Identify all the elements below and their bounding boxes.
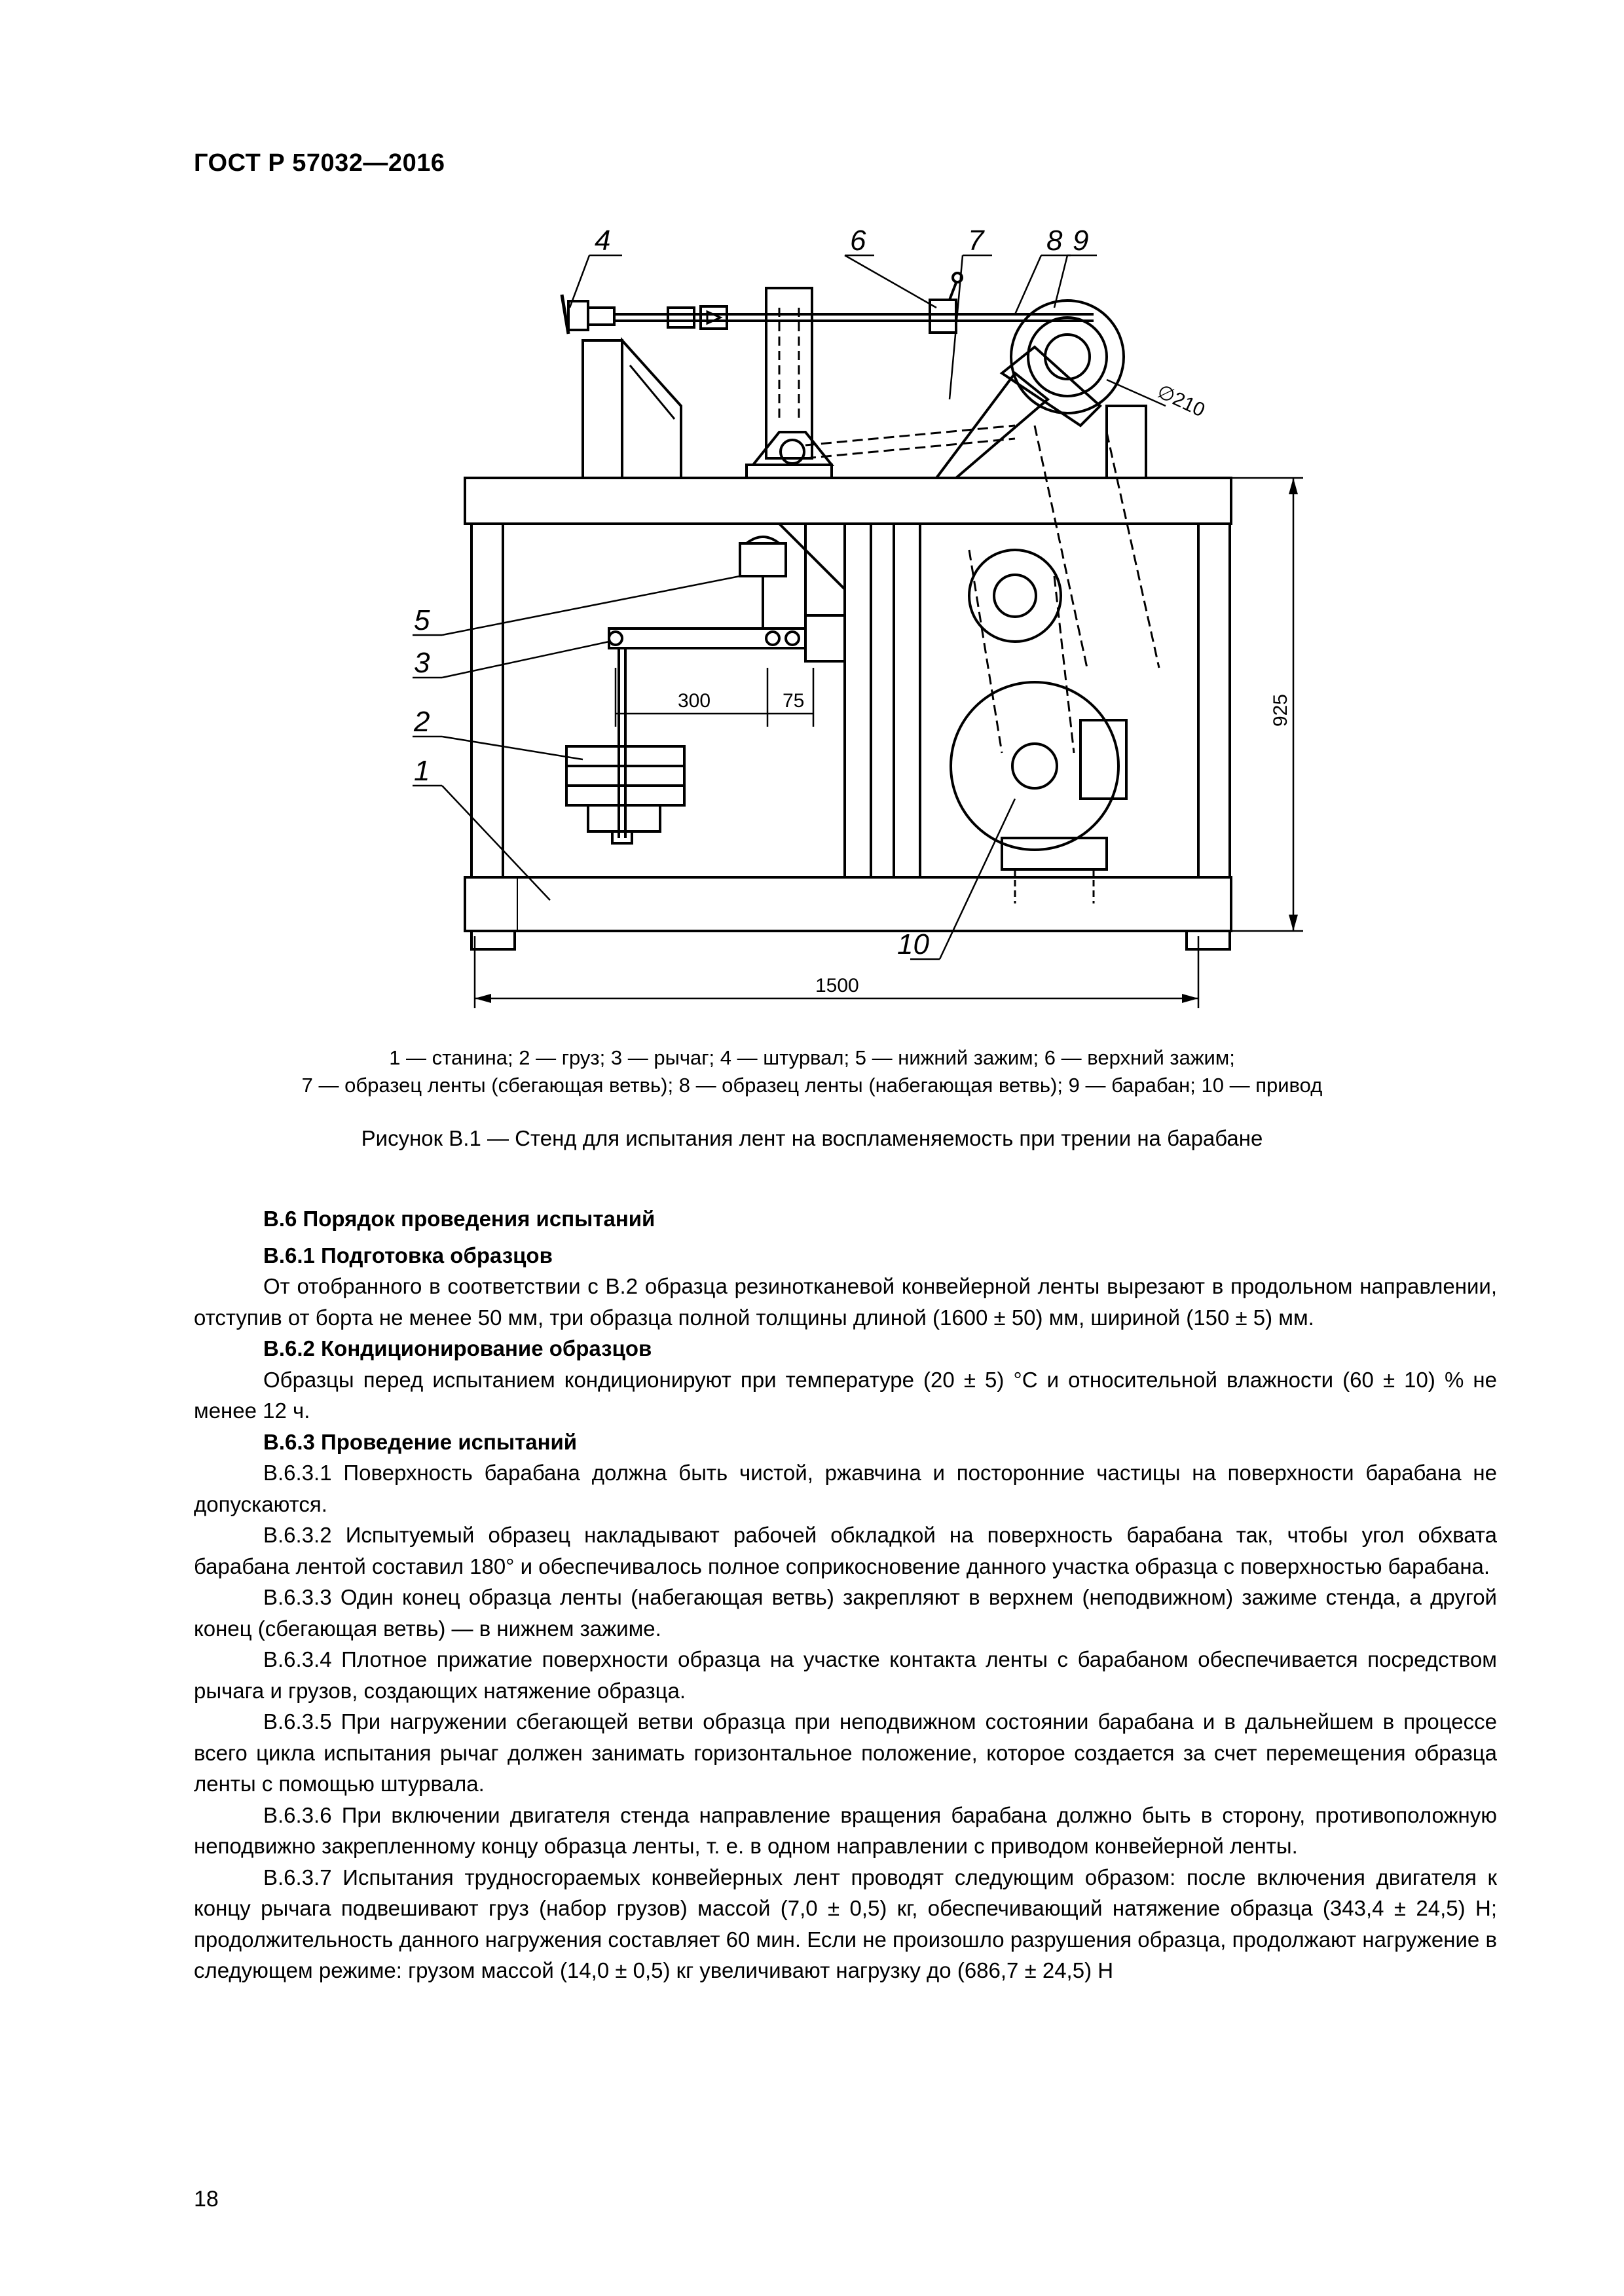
body-text <box>194 1203 1497 1986</box>
section-heading: В.6 Порядок проведения испытаний <box>263 1207 655 1231</box>
paragraph: В.6.3.1 Поверхность барабана должна быть чистой, ржавчина и посторонние частицы на поверхности барабана не допускаются. <box>194 1461 1497 1516</box>
callout-8: 8 <box>1046 225 1063 257</box>
section-heading: В.6.1 Подготовка образцов <box>263 1243 553 1267</box>
paragraph: В.6.3.4 Плотное прижатие поверхности образца на участке контакта ленты с барабаном обеспечивается посредством рычага и грузов, создающих натяжение образца. <box>194 1647 1497 1703</box>
callout-6: 6 <box>850 225 866 257</box>
callout-7: 7 <box>968 225 984 257</box>
figure-legend <box>196 1044 1428 1099</box>
paragraph: От отобранного в соответствии с В.2 образца резинотканевой конвейерной ленты вырезают в продольном направлении, отступив от борта не менее 50 мм, три образца полной толщины длиной (1600 ± 50) мм, шириной (150 ± 5) мм. <box>194 1274 1497 1330</box>
drive-pulley-upper <box>969 550 1061 642</box>
callout-1: 1 <box>414 755 430 787</box>
frame-center-post-left <box>845 524 871 877</box>
frame-right-post <box>1198 524 1230 877</box>
page-number: 18 <box>194 2187 219 2212</box>
figure-caption: Рисунок В.1 — Стенд для испытания лент на воспламеняемость при трении на барабане <box>361 1126 1263 1150</box>
section-heading: В.6.2 Кондиционирование образцов <box>263 1336 652 1360</box>
paragraph: В.6.3.2 Испытуемый образец накладывают рабочей обкладкой на поверхность барабана так, чтобы угол обхвата барабана лентой составил 180° и обеспечивалось полное соприкосновение данного участка образца с поверхностью барабана. <box>194 1523 1497 1578</box>
legend-line-2: 7 — образец ленты (сбегающая ветвь); 8 — образец ленты (набегающая ветвь); 9 — барабан; 10 — привод <box>301 1074 1323 1097</box>
callout-10: 10 <box>897 928 929 960</box>
dim-75: 75 <box>783 690 805 712</box>
legend-line-1: 1 — станина; 2 — груз; 3 — рычаг; 4 — штурвал; 5 — нижний зажим; 6 — верхний зажим; <box>389 1046 1235 1069</box>
section-heading: В.6.3 Проведение испытаний <box>263 1429 578 1454</box>
callout-3: 3 <box>414 647 430 679</box>
callout-2: 2 <box>414 706 430 738</box>
frame-center-post-right <box>894 524 920 877</box>
dim-diameter: ∅210 <box>1154 380 1209 422</box>
foot-right <box>1187 931 1230 949</box>
left-brace <box>622 340 681 478</box>
paragraph: Образцы перед испытанием кондиционируют при температуре (20 ± 5) °С и относительной влажности (60 ± 10) % не менее 12 ч. <box>194 1367 1497 1423</box>
document-header: ГОСТ Р 57032—2016 <box>194 149 445 177</box>
lower-clamp <box>740 543 786 576</box>
frame-left-post <box>471 524 503 877</box>
foot-left <box>471 931 515 949</box>
paragraph: В.6.3.3 Один конец образца ленты (набегающая ветвь) закрепляют в верхнем (неподвижном) зажиме стенда, а другой конец (сбегающая ветвь) — в нижнем зажиме. <box>194 1585 1497 1641</box>
paragraph: В.6.3.5 При нагружении сбегающей ветви образца при неподвижном состоянии барабана и в дальнейшем в процессе всего цикла испытания рычаг должен занимать горизонтальное положение, которое создается за счет перемещения образца ленты с помощью штурвала. <box>194 1709 1497 1796</box>
frame-top-beam <box>465 478 1231 524</box>
drive-motor <box>951 682 1118 850</box>
drum <box>1028 318 1107 396</box>
dim-925: 925 <box>1270 693 1291 727</box>
left-column <box>583 340 622 478</box>
test-stand-drawing <box>386 210 1329 1015</box>
paragraph: В.6.3.7 Испытания трудносгораемых конвейерных лент проводят следующим образом: после включения двигателя к концу рычага подвешивают груз (набор грузов) массой (7,0 ± 0,5) кг, обеспечивающий натяжение образца (343,4 ± 24,5) Н; продолжительность данного нагружения составляет 60 мин. Если не произошло разрушения образца, продолжают нагружение в следующем режиме: грузом массой (14,0 ± 0,5) кг увеличивают нагрузку до (686,7 ± 24,5) Н <box>194 1865 1497 1982</box>
callout-4: 4 <box>595 225 611 257</box>
upper-clamp <box>930 300 956 333</box>
callout-5: 5 <box>414 604 430 636</box>
dim-300: 300 <box>678 690 711 712</box>
paragraph: В.6.3.6 При включении двигателя стенда направление вращения барабана должно быть в сторону, противоположную неподвижно закрепленному концу образца ленты, т. е. в одном направлении с приводом конвейерной ленты. <box>194 1802 1497 1858</box>
callout-9: 9 <box>1073 225 1089 257</box>
dim-1500: 1500 <box>815 975 859 996</box>
frame-bottom-beam <box>465 877 1231 931</box>
